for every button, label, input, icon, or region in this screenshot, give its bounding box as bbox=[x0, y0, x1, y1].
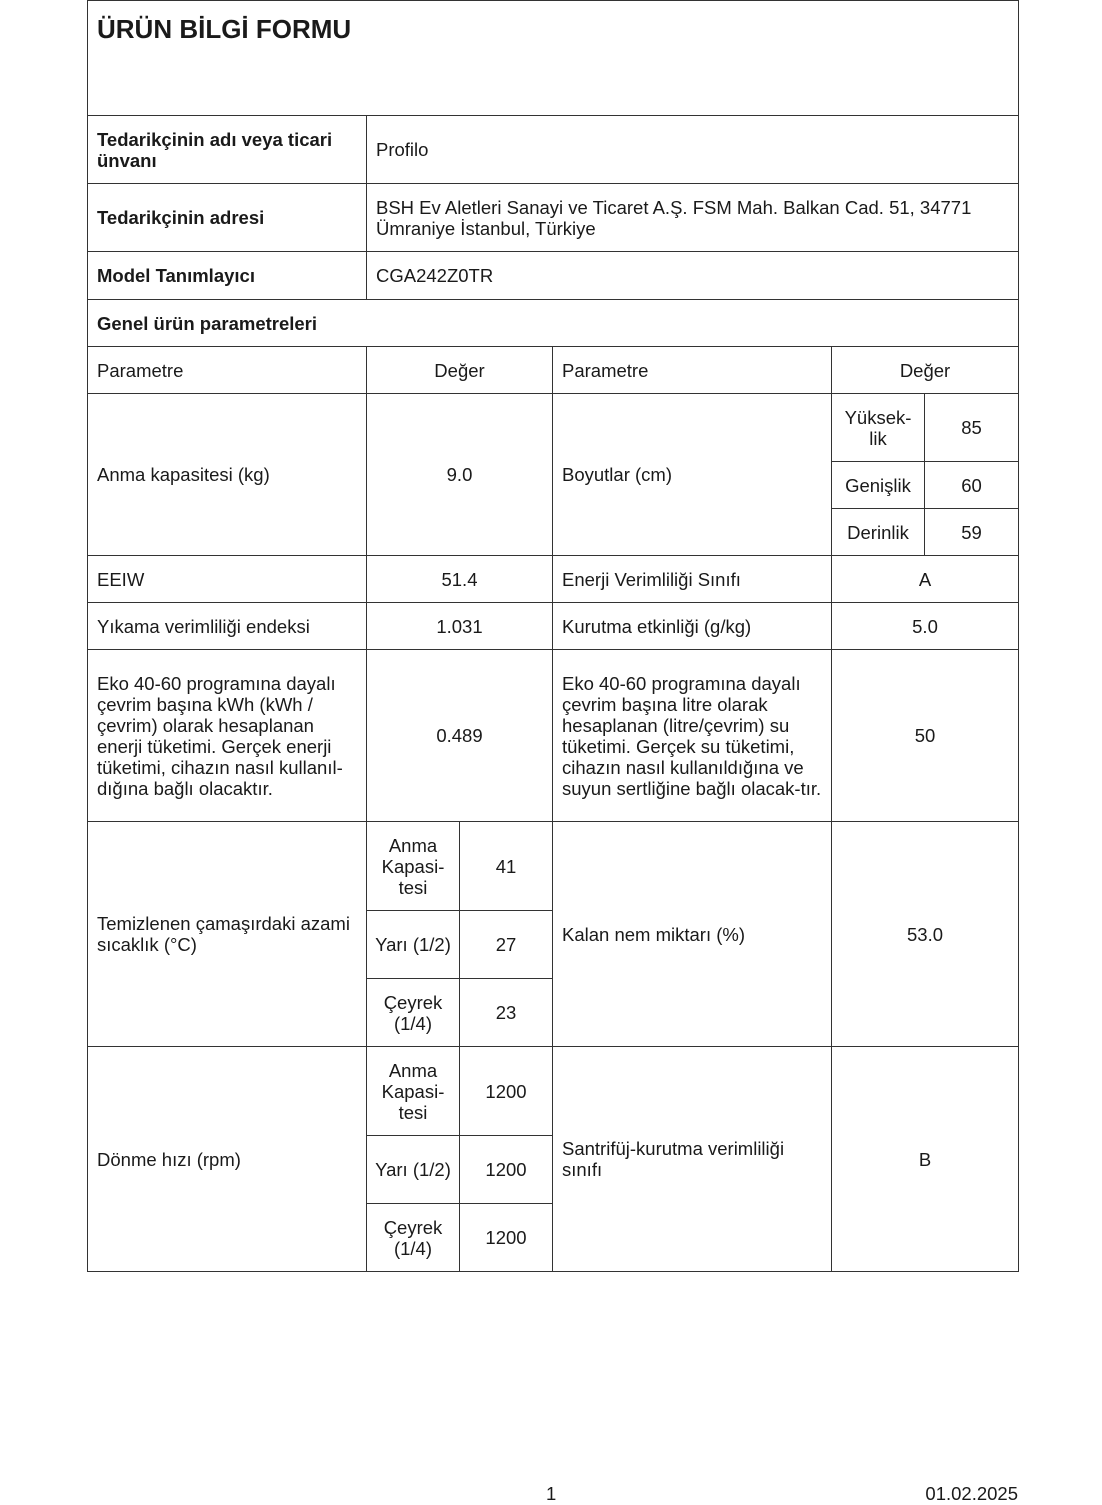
model-value: CGA242Z0TR bbox=[367, 252, 1019, 300]
drying-efficiency-value: 5.0 bbox=[832, 603, 1019, 650]
supplier-name-label: Tedarikçinin adı veya ticari ünvanı bbox=[88, 116, 367, 184]
dimension-depth-value: 59 bbox=[925, 509, 1019, 556]
capacity-value: 9.0 bbox=[367, 394, 553, 556]
energy-class-label: Enerji Verimliliği Sınıfı bbox=[553, 556, 832, 603]
dimension-height-value: 85 bbox=[925, 394, 1019, 462]
spin-sub-label: Çeyrek (1/4) bbox=[367, 1204, 460, 1272]
dimensions-label: Boyutlar (cm) bbox=[553, 394, 832, 556]
spin-class-value: B bbox=[832, 1047, 1019, 1272]
dimension-width-label: Genişlik bbox=[832, 462, 925, 509]
product-info-table bbox=[87, 0, 1019, 1272]
drying-efficiency-label: Kurutma etkinliği (g/kg) bbox=[553, 603, 832, 650]
water-consumption-label: Eko 40-60 programına dayalı çevrim başına litre olarak hesaplanan (litre/çevrim) su tüketimi. Gerçek su tüketimi, cihazın nasıl kullanıldığına ve suyun sertliğine bağlı olacak-tır. bbox=[553, 650, 832, 822]
supplier-name-value: Profilo bbox=[367, 116, 1019, 184]
header-param-1: Parametre bbox=[88, 347, 367, 394]
temperature-sub-value: 27 bbox=[460, 911, 553, 979]
dimension-depth-label: Derinlik bbox=[832, 509, 925, 556]
max-temperature-label: Temizlenen çamaşırdaki azami sıcaklık (°C) bbox=[88, 822, 367, 1047]
temperature-sub-value: 41 bbox=[460, 822, 553, 911]
eeiw-label: EEIW bbox=[88, 556, 367, 603]
energy-consumption-value: 0.489 bbox=[367, 650, 553, 822]
capacity-label: Anma kapasitesi (kg) bbox=[88, 394, 367, 556]
spin-speed-label: Dönme hızı (rpm) bbox=[88, 1047, 367, 1272]
washing-index-value: 1.031 bbox=[367, 603, 553, 650]
energy-class-value: A bbox=[832, 556, 1019, 603]
page-title: ÜRÜN BİLGİ FORMU bbox=[97, 14, 352, 44]
dimension-width-value: 60 bbox=[925, 462, 1019, 509]
page-number: 1 bbox=[546, 1483, 557, 1504]
temperature-sub-label: Çeyrek (1/4) bbox=[367, 979, 460, 1047]
eeiw-value: 51.4 bbox=[367, 556, 553, 603]
spin-class-label: Santrifüj-kurutma verimliliği sınıfı bbox=[553, 1047, 832, 1272]
dimension-height-label: Yüksek-lik bbox=[832, 394, 925, 462]
spin-sub-value: 1200 bbox=[460, 1204, 553, 1272]
header-value-1: Değer bbox=[367, 347, 553, 394]
temperature-sub-label: Yarı (1/2) bbox=[367, 911, 460, 979]
supplier-address-value: BSH Ev Aletleri Sanayi ve Ticaret A.Ş. FSM Mah. Balkan Cad. 51, 34771 Ümraniye İstanbul, Türkiye bbox=[367, 184, 1019, 252]
temperature-sub-value: 23 bbox=[460, 979, 553, 1047]
spin-sub-label: Yarı (1/2) bbox=[367, 1136, 460, 1204]
temperature-sub-label: Anma Kapasi-tesi bbox=[367, 822, 460, 911]
product-info-form bbox=[87, 0, 1018, 1272]
header-param-2: Parametre bbox=[553, 347, 832, 394]
spin-sub-label: Anma Kapasi-tesi bbox=[367, 1047, 460, 1136]
title-cell bbox=[88, 1, 1019, 116]
general-params-header: Genel ürün parametreleri bbox=[88, 300, 1019, 347]
water-consumption-value: 50 bbox=[832, 650, 1019, 822]
model-label: Model Tanımlayıcı bbox=[88, 252, 367, 300]
energy-consumption-label: Eko 40-60 programına dayalı çevrim başına kWh (kWh / çevrim) olarak hesaplanan enerji tüketimi. Gerçek enerji tüketimi, cihazın nasıl kullanıl-dığına bağlı olacaktır. bbox=[88, 650, 367, 822]
spin-sub-value: 1200 bbox=[460, 1047, 553, 1136]
header-value-2: Değer bbox=[832, 347, 1019, 394]
supplier-address-label: Tedarikçinin adresi bbox=[88, 184, 367, 252]
spin-sub-value: 1200 bbox=[460, 1136, 553, 1204]
remaining-moisture-value: 53.0 bbox=[832, 822, 1019, 1047]
remaining-moisture-label: Kalan nem miktarı (%) bbox=[553, 822, 832, 1047]
washing-index-label: Yıkama verimliliği endeksi bbox=[88, 603, 367, 650]
footer-date: 01.02.2025 bbox=[925, 1483, 1018, 1504]
